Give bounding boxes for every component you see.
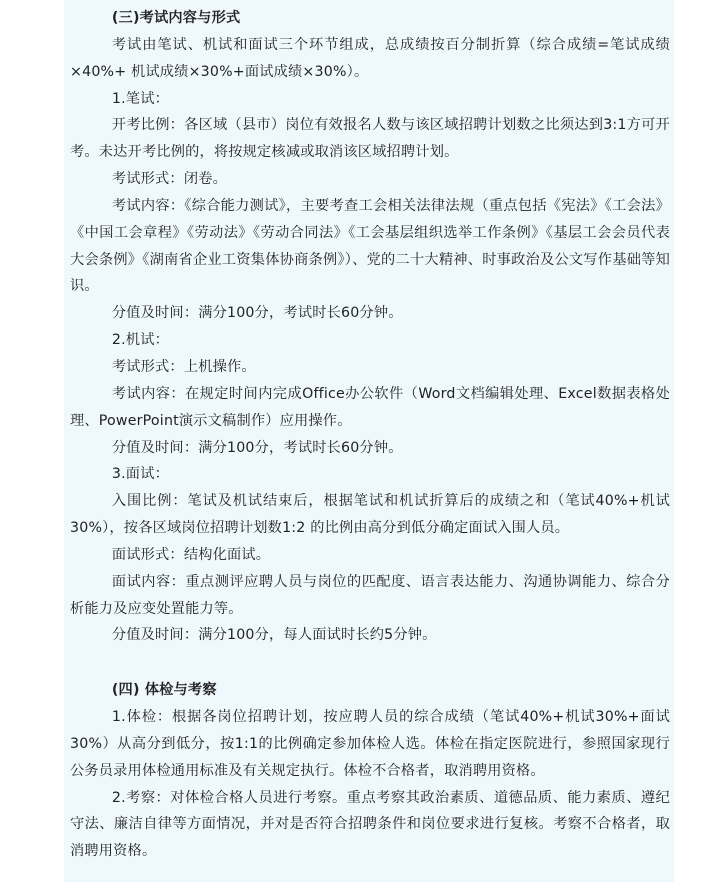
section-heading-exam-content: (三)考试内容与形式 — [111, 10, 241, 26]
paragraph-interview-score: 分值及时间：满分100分，每人面试时长约5分钟。 — [111, 627, 437, 644]
paragraph-written-form: 考试形式：闭卷。 — [111, 171, 227, 188]
paragraph-interview-content: 面试内容：重点测评应聘人员与岗位的匹配度、语言表达能力、沟通协调能力、综合分析能力及应变处置能力等。 — [70, 573, 670, 617]
subheading-interview: 3.面试： — [111, 466, 169, 483]
paragraph-interview-form: 面试形式：结构化面试。 — [111, 546, 271, 563]
paragraph-inspection: 2.考察：对体检合格人员进行考察。重点考察其政治素质、道德品质、能力素质、遵纪守法、廉洁自律等方面情况，并对是否符合招聘条件和岗位要求进行复核。考察不合格者，取消聘用资格。 — [70, 789, 670, 860]
paragraph-physical-exam: 1.体检：根据各岗位招聘计划，按应聘人员的综合成绩（笔试40%+机试30%+面试30%）从高分到低分，按1:1的比例确定参加体检人选。体检在指定医院进行，参照国家现行公务员录用体检通用标准及有关规定执行。体检不合格者，取消聘用资格。 — [70, 709, 670, 779]
paragraph-computer-content: 考试内容：在规定时间内完成Office办公软件（Word文档编辑处理、Excel数据表格处理、PowerPoint演示文稿制作）应用操作。 — [70, 385, 670, 429]
paragraph-computer-form: 考试形式：上机操作。 — [111, 358, 256, 375]
subheading-written-exam: 1.笔试： — [111, 90, 169, 107]
paragraph-computer-score: 分值及时间：满分100分，考试时长60分钟。 — [111, 439, 403, 456]
paragraph-exam-intro: 考试由笔试、机试和面试三个环节组成，总成绩按百分制折算（综合成绩=笔试成绩×40%+ 机试成绩×30%+面试成绩×30%）。 — [70, 36, 670, 80]
paragraph-interview-ratio: 入围比例：笔试及机试结束后，根据笔试和机试折算后的成绩之和（笔试40%+机试30%），按各区域岗位招聘计划数1:2 的比例由高分到低分确定面试入围人员。 — [70, 493, 670, 537]
section-spacer — [70, 649, 670, 677]
paragraph-written-ratio: 开考比例：各区域（县市）岗位有效报名人数与该区域招聘计划数之比须达到3:1方可开考。未达开考比例的，将按规定核减或取消该区域招聘计划。 — [70, 117, 670, 161]
paragraph-written-score: 分值及时间：满分100分，考试时长60分钟。 — [111, 305, 403, 322]
section-heading-physical-inspection: (四) 体检与考察 — [111, 682, 217, 699]
subheading-computer-exam: 2.机试： — [111, 332, 169, 349]
paragraph-written-content: 考试内容：《综合能力测试》，主要考查工会相关法律法规（重点包括《宪法》《工会法》《中国工会章程》《劳动法》《劳动合同法》《工会基层组织选举工作条例》《基层工会会员代表大会条例》《湖南省企业工资集体协商条例》）、党的二十大精神、时事政治及公文写作基础等知识。 — [70, 197, 670, 295]
article-body — [70, 5, 670, 865]
